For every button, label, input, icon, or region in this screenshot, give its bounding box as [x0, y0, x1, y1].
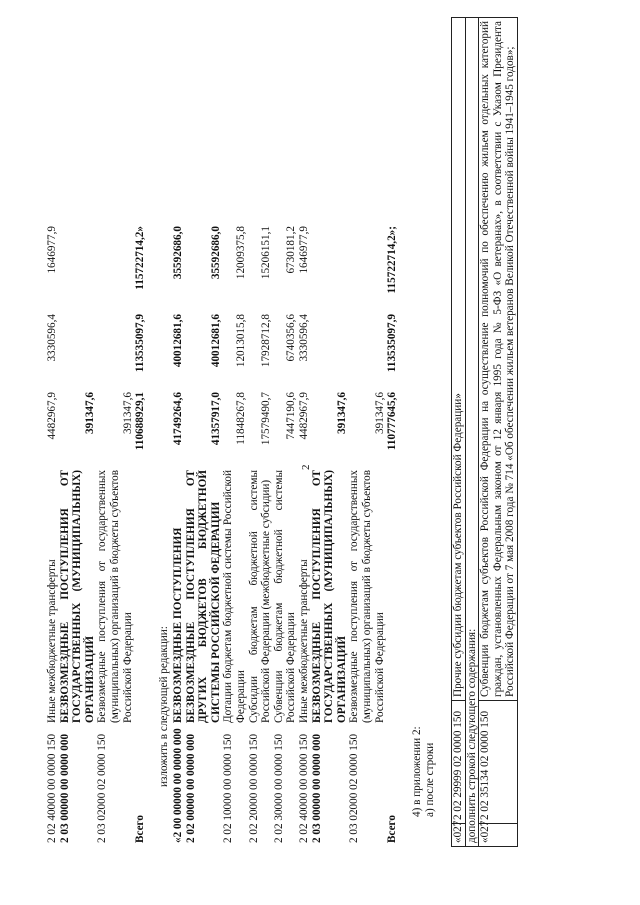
- table-row: [96, 224, 134, 845]
- table-row: [386, 224, 399, 845]
- row-text: Прочие субсидии бюджетам субъектов Российской Федерации»: [452, 18, 466, 701]
- value-col-2: [311, 312, 349, 390]
- value-col-2: [348, 312, 386, 390]
- value-col-2: [59, 312, 97, 390]
- value-col-1: 41357917,0: [209, 392, 222, 446]
- value-col-1: 391347,6: [335, 392, 348, 434]
- value-col-3: 15206151,1: [260, 226, 273, 280]
- value-col-2: 12013015,8: [234, 314, 247, 368]
- value-col-3: 115722714,2»;: [386, 226, 399, 294]
- row-name: [386, 468, 399, 725]
- row-code: 2 02 29999 02 0000 150: [452, 701, 466, 824]
- row-code: 2 03 02000 02 0000 150: [348, 733, 361, 843]
- table-row: [452, 18, 466, 847]
- value-col-2: 40012681,6: [209, 314, 222, 368]
- row-code: 2 02 35134 02 0000 150: [479, 701, 518, 824]
- row-text: Субвенции бюджетам субъектов Российской Федерации на осуществление полномочий по обеспечению жильем отдельных категорий граждан, установленных Федеральным законом от 12 января 1995 года № 5-ФЗ «О ветеранах», в соответствии с Указом Президента Российской Федерации от 7 мая 2008 года № 714 «Об обеспечении жильем ветеранов Великой Отечественной войны 1941–1945 годов»;: [479, 18, 518, 701]
- row-code: 2 02 20000 00 0000 150: [247, 733, 260, 843]
- row-code: 2 03 00000 00 0000 000: [58, 733, 71, 843]
- table-row: [222, 224, 247, 845]
- row-name: Иные межбюджетные трансферты: [46, 559, 58, 723]
- value-col-1: 7447190,6: [285, 392, 298, 440]
- value-col-1: 110688929,1: [134, 392, 147, 451]
- value-col-2: 3330596,4: [46, 314, 58, 362]
- value-col-3: 115722714,2»: [134, 226, 147, 290]
- row-code: 2 02 40000 00 0000 150: [46, 733, 58, 843]
- row-code: 2 02 00000 00 0000 000: [184, 733, 197, 843]
- appendix-table: [451, 17, 518, 847]
- add-row-caption: [465, 18, 479, 847]
- value-col-1: 110777645,6: [386, 392, 399, 451]
- value-col-1: 391347,6: [83, 392, 96, 434]
- value-col-3: 1646977,9: [297, 226, 310, 274]
- row-name: Субвенции бюджетам бюджетной системы Российской Федерации: [272, 470, 298, 723]
- value-col-3: [348, 224, 386, 312]
- row-code: 2 03 02000 02 0000 150: [96, 733, 109, 843]
- row-name: БЕЗВОЗМЕЗДНЫЕ ПОСТУПЛЕНИЯ ОТ ГОСУДАРСТВЕННЫХ (МУНИЦИПАЛЬНЫХ) ОРГАНИЗАЦИЙ: [310, 470, 348, 723]
- row-code: Всего: [386, 815, 399, 843]
- page-number: 2: [300, 464, 312, 470]
- value-col-1: 4482967,9: [46, 392, 58, 440]
- redaction-instruction: изложить в следующей редакции:: [158, 626, 170, 787]
- value-col-3: 12009375,8: [234, 226, 247, 280]
- value-col-3: [59, 224, 97, 312]
- value-col-1: 391347,6: [121, 392, 134, 434]
- value-col-2: 113535097,9: [134, 314, 147, 373]
- value-col-3: 35592686,0: [172, 226, 184, 280]
- row-mark: «027: [479, 824, 518, 847]
- value-col-3: 1646977,9: [46, 226, 58, 274]
- table-row: [172, 224, 185, 845]
- table-row: [134, 224, 147, 845]
- value-col-2: [96, 312, 134, 390]
- add-row-text: дополнить строкой следующего содержания:: [465, 18, 479, 847]
- row-code: Всего: [134, 815, 147, 843]
- row-code: 2 02 40000 00 0000 150: [297, 733, 310, 843]
- row-name: Субсидии бюджетам бюджетной системы Российской Федерации (межбюджетные субсидии): [247, 470, 273, 723]
- row-code: 2 02 30000 00 0000 150: [272, 733, 285, 843]
- value-col-2: 3330596,4: [297, 314, 310, 362]
- row-name: Иные межбюджетные трансферты: [297, 559, 310, 723]
- value-col-2: 17928712,8: [260, 314, 273, 368]
- row-name: [134, 468, 147, 725]
- value-col-1: 391347,6: [373, 392, 386, 434]
- table-row: [298, 224, 311, 845]
- row-name: БЕЗВОЗМЕЗДНЫЕ ПОСТУПЛЕНИЯ ОТ ГОСУДАРСТВЕННЫХ (МУНИЦИПАЛЬНЫХ) ОРГАНИЗАЦИЙ: [58, 470, 96, 723]
- row-name: БЕЗВОЗМЕЗДНЫЕ ПОСТУПЛЕНИЯ: [172, 527, 184, 723]
- after-row-text: а) после строки: [424, 742, 436, 817]
- revenue-table-old: [46, 224, 147, 845]
- table-row: [46, 224, 59, 845]
- value-col-3: [311, 224, 349, 312]
- row-mark: «027: [452, 824, 466, 847]
- table-row: [348, 224, 386, 845]
- table-row: [311, 224, 349, 845]
- row-name: БЕЗВОЗМЕЗДНЫЕ ПОСТУПЛЕНИЯ ОТ ДРУГИХ БЮДЖЕТОВ БЮДЖЕТНОЙ СИСТЕМЫ РОССИЙСКОЙ ФЕДЕРАЦИИ: [184, 470, 222, 723]
- value-col-2: 113535097,9: [386, 314, 399, 373]
- table-row: [185, 224, 223, 845]
- row-name: Дотации бюджетам бюджетной системы Российской Федерации: [222, 470, 247, 723]
- row-name: Безвозмездные поступления от государственных (муниципальных) организаций в бюджеты субъектов Российской Федерации: [348, 470, 386, 723]
- value-col-3: 6730181,2: [285, 226, 298, 274]
- table-row: [273, 224, 298, 845]
- value-col-1: 41749264,6: [172, 392, 184, 446]
- row-name: Безвозмездные поступления от государственных (муниципальных) организаций в бюджеты субъектов Российской Федерации: [96, 470, 134, 723]
- value-col-1: 11848267,8: [234, 392, 247, 445]
- value-col-2: 6740356,6: [285, 314, 298, 362]
- table-row: [59, 224, 97, 845]
- revenue-table-new: [172, 224, 399, 845]
- appendix-heading: 4) в приложении 2:: [411, 726, 423, 817]
- value-col-1: 4482967,9: [297, 392, 310, 440]
- value-col-3: 35592686,0: [209, 226, 222, 280]
- table-row: [479, 18, 518, 847]
- value-col-1: 17579490,7: [260, 392, 273, 446]
- value-col-3: [96, 224, 134, 312]
- table-row: [248, 224, 273, 845]
- row-code: 2 02 10000 00 0000 150: [222, 733, 235, 843]
- row-code: «2 00 00000 00 0000 000: [172, 728, 184, 843]
- row-code: 2 03 00000 00 0000 000: [310, 733, 323, 843]
- value-col-2: 40012681,6: [172, 314, 184, 368]
